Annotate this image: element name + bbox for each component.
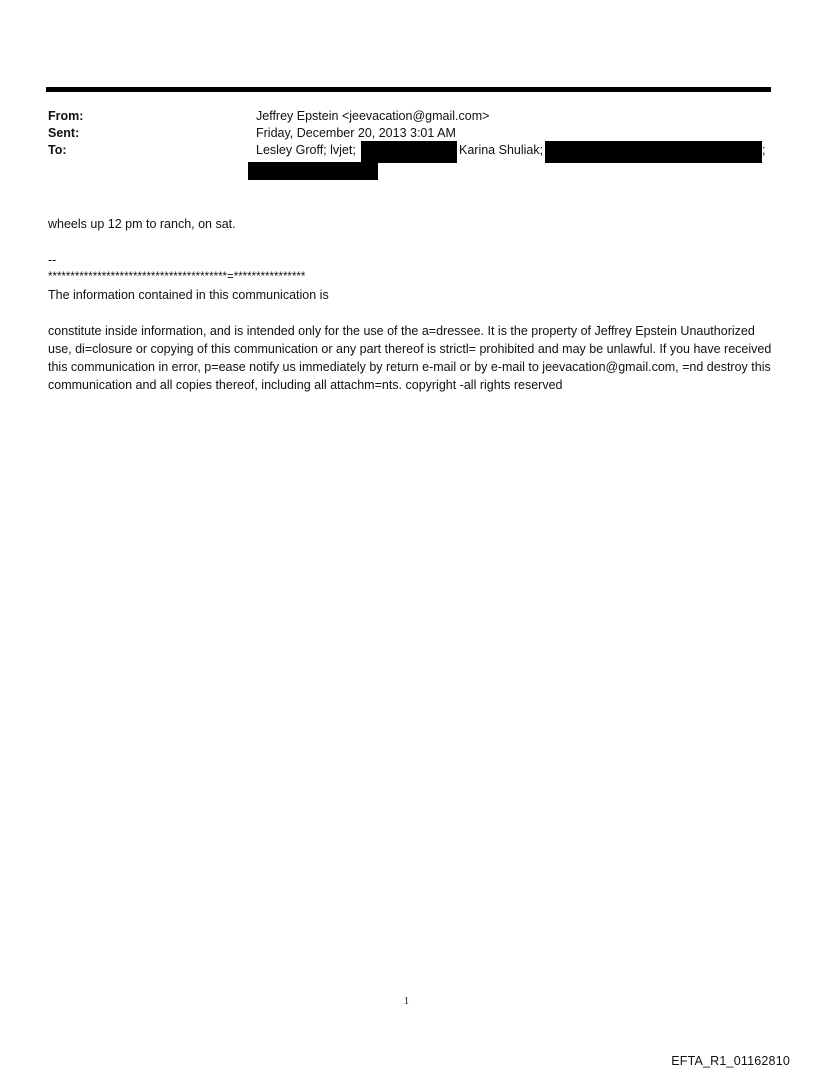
from-value: Jeffrey Epstein <jeevacation@gmail.com>	[256, 109, 490, 123]
disclaimer-paragraph: constitute inside information, and is intended only for the use of the a=dressee. It is the property of Jeffrey Epstein Unauthorized use, di=closure or copying of this communication or any part thereof is strictl= prohibited and may be unlawful. If you have received this communication in error, p=ease notify us immediately by return e-mail or by e-mail to jeevacation@gmail.com, =nd destroy this communication and all copies thereof, including all attachm=nts. copyright -all rights reserved	[48, 324, 772, 392]
to-label: To:	[48, 143, 67, 157]
redaction-box	[361, 141, 457, 163]
to-recipients-2: Karina Shuliak;	[459, 143, 544, 157]
redaction-box	[248, 162, 378, 180]
message-text: wheels up 12 pm to ranch, on sat.	[48, 217, 236, 231]
notice-line: The information contained in this communication is	[48, 288, 329, 302]
redaction-box	[545, 141, 762, 163]
to-recipients-1: Lesley Groff; lvjet;	[256, 143, 356, 157]
page-number: 1	[404, 996, 409, 1007]
bates-number: EFTA_R1_01162810	[671, 1054, 790, 1068]
from-label: From:	[48, 109, 84, 123]
signature-stars: ****************************************=****************	[48, 271, 306, 283]
sent-label: Sent:	[48, 126, 80, 140]
sent-value: Friday, December 20, 2013 3:01 AM	[256, 126, 456, 140]
header-rule	[46, 87, 771, 92]
signature-dashes: --	[48, 253, 57, 267]
to-recipients-3: ;	[762, 143, 766, 157]
